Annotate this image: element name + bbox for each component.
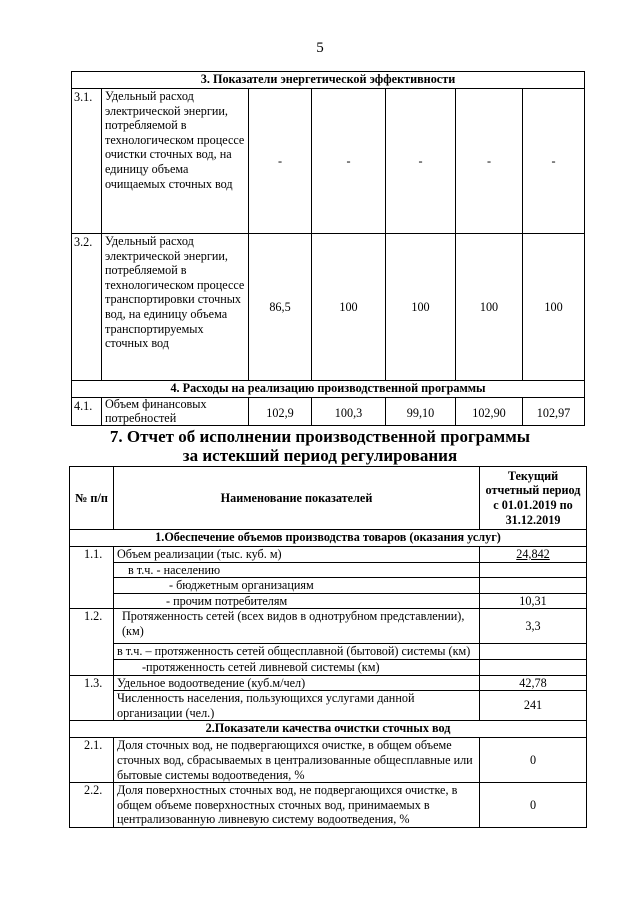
header-period: Текущий отчетный период с 01.01.2019 по 31.12.2019 — [480, 467, 587, 530]
row-name: Объем реализации (тыс. куб. м) — [114, 547, 480, 563]
section-3-title: 3. Показатели энергетической эффективности — [72, 72, 585, 89]
row-name: Удельный расход электрической энергии, потребляемой в технологическом процессе транспортировки сточных вод, на единицу объема транспортируемых сточных вод — [102, 234, 249, 381]
row-name: Доля сточных вод, не подвергающихся очистке, в общем объеме сточных вод, сбрасываемых в централизованные общесплавные или бытовые системы водоотведения, % — [114, 738, 480, 783]
table-row — [70, 609, 587, 644]
cell-value: - — [249, 89, 312, 234]
row-name: Доля поверхностных сточных вод, не подвергающихся очистке, в общем объеме поверхностных сточных вод, принимаемых в централизованную ливневую систему водоотведения, % — [114, 783, 480, 828]
row-name: Удельный расход электрической энергии, потребляемой в технологическом процессе очистки сточных вод, на единицу объема очищаемых сточных вод — [102, 89, 249, 234]
heading-line-2: за истекший период регулирования — [182, 446, 458, 465]
row-name: -протяженность сетей ливневой системы (км) — [114, 659, 480, 675]
cell-value — [480, 562, 587, 578]
cell-value: 0 — [480, 738, 587, 783]
section-4-title: 4. Расходы на реализацию производственной программы — [72, 381, 585, 398]
row-name: Численность населения, пользующихся услугами данной организации (чел.) — [114, 691, 480, 721]
row-name: в т.ч. - населению — [114, 562, 480, 578]
cell-value: - — [386, 89, 456, 234]
cell-value: 241 — [480, 691, 587, 721]
row-number: 2.1. — [70, 738, 114, 783]
cell-value: - — [456, 89, 523, 234]
cell-value — [480, 659, 587, 675]
table-header-row — [70, 467, 587, 530]
program-report-table — [69, 466, 587, 828]
cell-value: 10,31 — [480, 593, 587, 609]
table-row — [70, 562, 587, 578]
energy-and-expenses-table — [71, 71, 585, 426]
row-number: 4.1. — [72, 398, 102, 426]
header-name: Наименование показателей — [114, 467, 480, 530]
row-number: 3.2. — [72, 234, 102, 381]
page-number: 5 — [316, 40, 324, 56]
cell-value — [480, 644, 587, 660]
table-row — [70, 547, 587, 563]
table-row — [70, 738, 587, 783]
cell-value: 0 — [480, 783, 587, 828]
cell-value: - — [523, 89, 585, 234]
cell-value: 100 — [312, 234, 386, 381]
cell-value: 3,3 — [480, 609, 587, 644]
table-row — [70, 675, 587, 691]
cell-value: 102,90 — [456, 398, 523, 426]
table-row — [72, 398, 585, 426]
cell-value: - — [312, 89, 386, 234]
table-row — [70, 593, 587, 609]
cell-value: 86,5 — [249, 234, 312, 381]
row-number: 1.1. — [70, 547, 114, 609]
row-name: - бюджетным организациям — [114, 578, 480, 594]
cell-value: 24,842 — [480, 547, 587, 563]
row-name: Удельное водоотведение (куб.м/чел) — [114, 675, 480, 691]
cell-value: 100 — [523, 234, 585, 381]
table-row — [72, 234, 585, 381]
table-row — [70, 783, 587, 828]
section-1-title: 1.Обеспечение объемов производства товаров (оказания услуг) — [70, 530, 587, 547]
section-2-title: 2.Показатели качества очистки сточных вод — [70, 721, 587, 738]
cell-value: 100 — [456, 234, 523, 381]
row-number: 3.1. — [72, 89, 102, 234]
row-number: 2.2. — [70, 783, 114, 828]
table-row — [70, 578, 587, 594]
row-number: 1.3. — [70, 675, 114, 721]
table-row — [72, 89, 585, 234]
cell-value: 102,97 — [523, 398, 585, 426]
cell-value: 102,9 — [249, 398, 312, 426]
cell-value: 100 — [386, 234, 456, 381]
table-row — [70, 691, 587, 721]
heading-line-1: 7. Отчет об исполнении производственной программы — [109, 427, 531, 446]
table-row — [70, 659, 587, 675]
row-name: в т.ч. – протяженность сетей общесплавной (бытовой) системы (км) — [114, 644, 480, 660]
header-number: № п/п — [70, 467, 114, 530]
row-number: 1.2. — [70, 609, 114, 675]
cell-value: 42,78 — [480, 675, 587, 691]
row-name: Объем финансовых потребностей — [102, 398, 249, 426]
table-row — [70, 644, 587, 660]
section-heading — [0, 427, 640, 465]
row-name: - прочим потребителям — [114, 593, 480, 609]
row-name: Протяженность сетей (всех видов в однотрубном представлении), (км) — [114, 609, 480, 644]
cell-value: 99,10 — [386, 398, 456, 426]
cell-value: 100,3 — [312, 398, 386, 426]
cell-value — [480, 578, 587, 594]
